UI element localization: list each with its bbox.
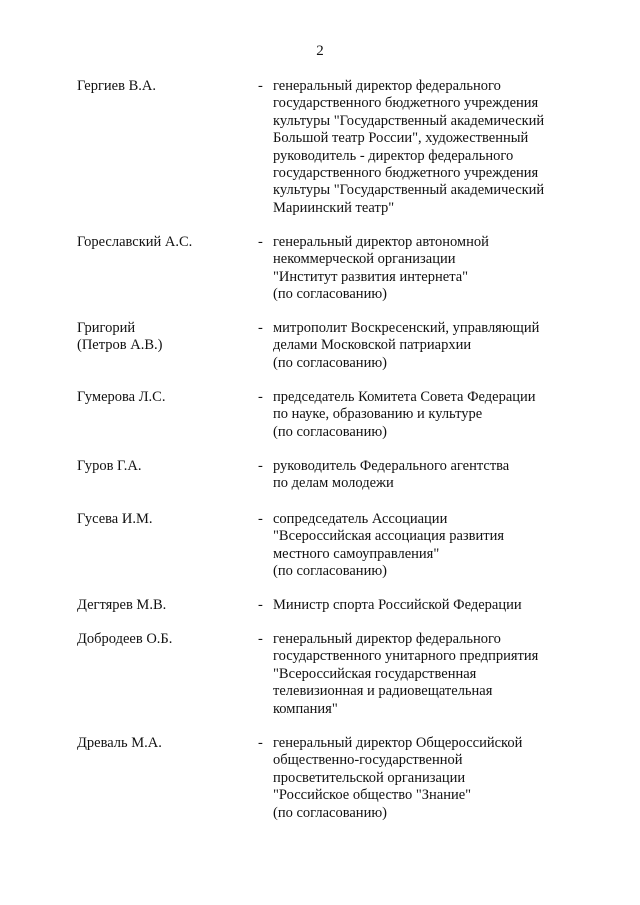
member-position-line: митрополит Воскресенский, управляющий: [273, 320, 540, 336]
member-position-line: Мариинский театр": [273, 199, 395, 216]
member-position: [273, 389, 583, 441]
member-position-line: компания": [273, 700, 338, 717]
member-position-line: руководитель Федерального агентства: [273, 458, 510, 474]
member-name: [77, 320, 247, 355]
member-position: [273, 631, 583, 718]
member-position: [273, 78, 583, 217]
member-position: [273, 511, 583, 581]
member-position-line: по науке, образованию и культуре: [273, 406, 483, 423]
member-position-line: государственного бюджетного учреждения: [273, 165, 539, 182]
entry-dash: -: [258, 735, 263, 751]
member-position: [273, 234, 583, 304]
member-name: [77, 389, 247, 406]
member-position-line: генеральный директор автономной: [273, 234, 489, 250]
member-position-line: "Российское общество "Знание": [273, 787, 472, 804]
page-number: 2: [316, 43, 324, 59]
member-position: [273, 458, 583, 493]
member-position-line: (по согласованию): [273, 354, 387, 371]
member-name-line: (Петров А.В.): [77, 337, 163, 354]
entry-dash: -: [258, 597, 263, 613]
member-position: [273, 735, 583, 822]
member-position-line: (по согласованию): [273, 423, 387, 440]
member-position-line: (по согласованию): [273, 286, 387, 303]
member-position-line: сопредседатель Ассоциации: [273, 511, 448, 527]
member-position-line: культуры "Государственный академический: [273, 112, 545, 129]
member-name-line: Гуров Г.А.: [77, 458, 142, 474]
member-name-line: Добродеев О.Б.: [77, 631, 173, 647]
member-name-line: Древаль М.А.: [77, 735, 162, 751]
member-position-line: (по согласованию): [273, 563, 387, 580]
entry-dash: -: [258, 389, 263, 405]
member-position-line: телевизионная и радиовещательная: [273, 683, 493, 700]
member-position: [273, 597, 583, 614]
member-name-line: Григорий: [77, 320, 136, 336]
member-position-line: Большой театр России", художественный: [273, 130, 529, 147]
member-name: [77, 597, 247, 614]
member-position-line: делами Московской патриархии: [273, 337, 472, 354]
member-position-line: генеральный директор Общероссийской: [273, 735, 523, 751]
member-position-line: Министр спорта Российской Федерации: [273, 597, 522, 613]
member-position-line: местного самоуправления": [273, 545, 440, 562]
member-position-line: "Всероссийская ассоциация развития: [273, 528, 504, 545]
member-name: [77, 234, 247, 251]
member-position-line: культуры "Государственный академический: [273, 182, 545, 199]
member-position-line: общественно-государственной: [273, 752, 463, 769]
member-position-line: некоммерческой организации: [273, 251, 456, 268]
member-name: [77, 458, 247, 475]
member-position: [273, 320, 583, 372]
member-position-line: государственного унитарного предприятия: [273, 648, 539, 665]
entry-dash: -: [258, 234, 263, 250]
entry-dash: -: [258, 320, 263, 336]
member-position-line: председатель Комитета Совета Федерации: [273, 389, 536, 405]
member-position-line: по делам молодежи: [273, 475, 394, 492]
entry-dash: -: [258, 458, 263, 474]
member-position-line: государственного бюджетного учреждения: [273, 95, 539, 112]
member-position-line: "Институт развития интернета": [273, 268, 469, 285]
member-position-line: генеральный директор федерального: [273, 78, 501, 94]
member-name: [77, 735, 247, 752]
member-name-line: Гумерова Л.С.: [77, 389, 166, 405]
entry-dash: -: [258, 78, 263, 94]
member-position-line: (по согласованию): [273, 804, 387, 821]
member-position-line: генеральный директор федерального: [273, 631, 501, 647]
member-name-line: Гергиев В.А.: [77, 78, 156, 94]
member-name-line: Гореславский А.С.: [77, 234, 193, 250]
entry-dash: -: [258, 511, 263, 527]
member-name: [77, 78, 247, 95]
entry-dash: -: [258, 631, 263, 647]
member-name: [77, 631, 247, 648]
member-name: [77, 511, 247, 528]
member-name-line: Дегтярев М.В.: [77, 597, 167, 613]
member-position-line: руководитель - директор федерального: [273, 147, 514, 164]
member-position-line: "Всероссийская государственная: [273, 665, 477, 682]
member-name-line: Гусева И.М.: [77, 511, 153, 527]
member-position-line: просветительской организации: [273, 769, 466, 786]
